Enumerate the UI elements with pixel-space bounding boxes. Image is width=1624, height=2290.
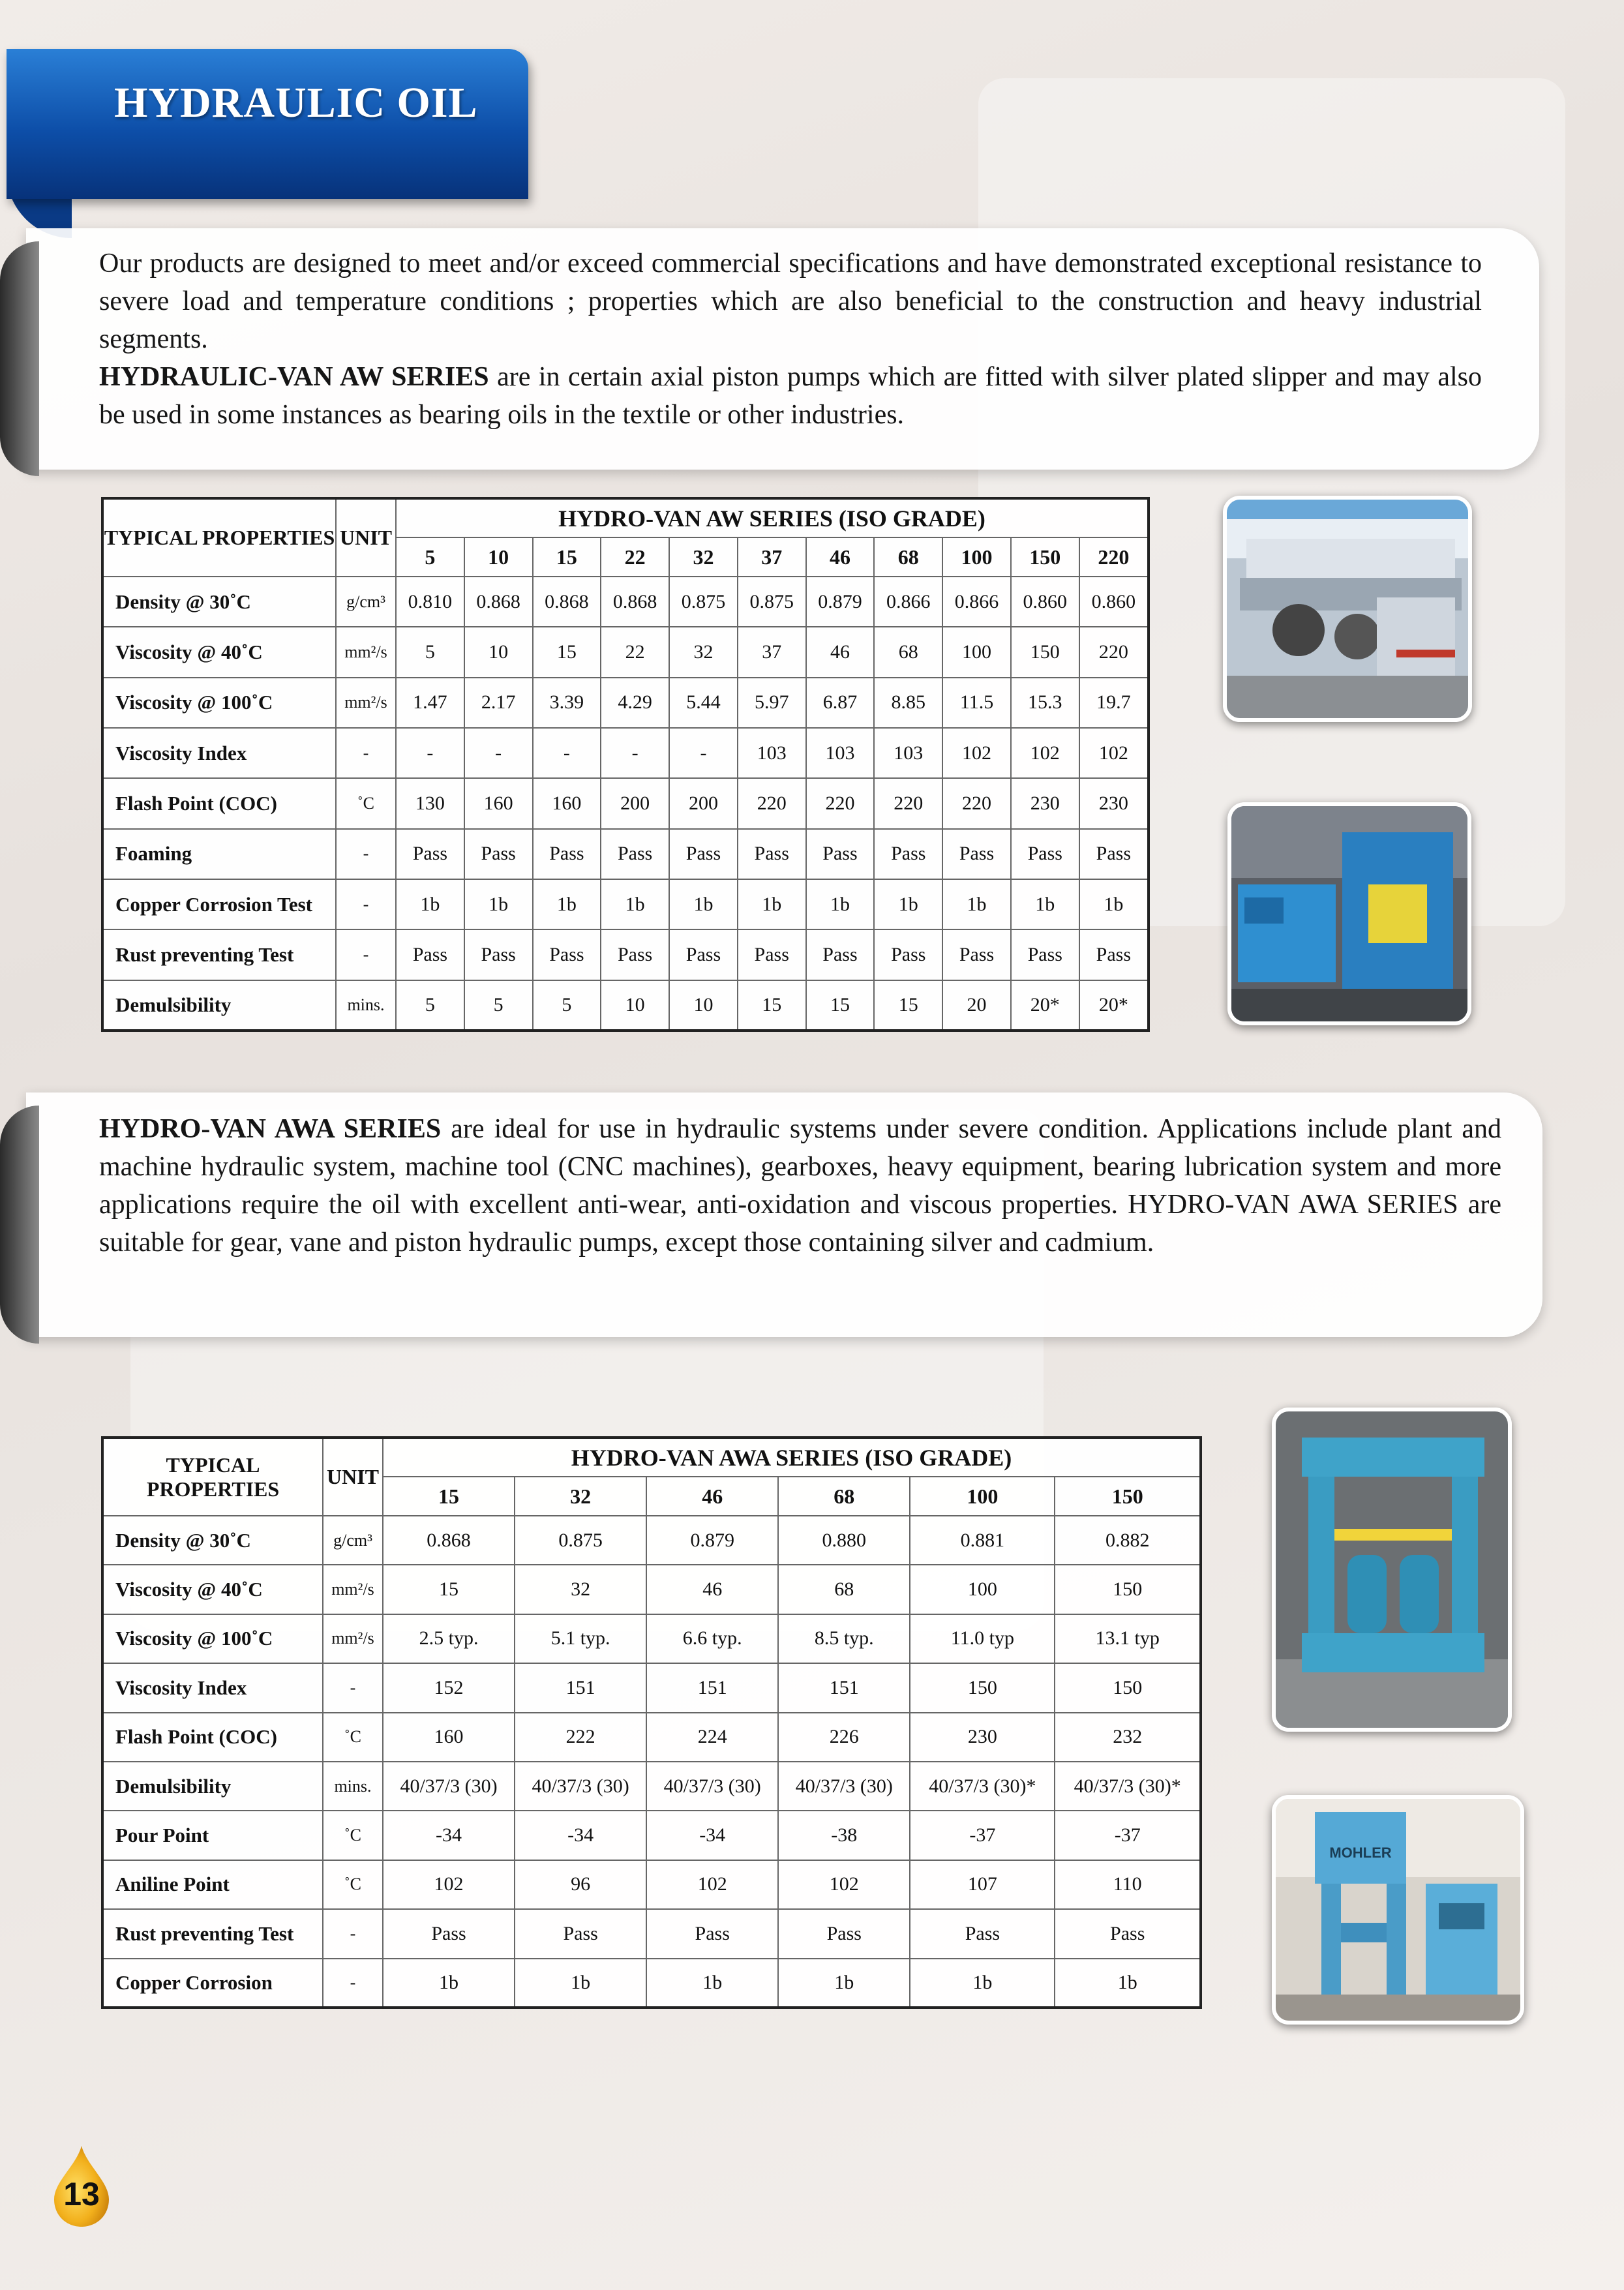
unit-cell: mm²/s: [323, 1614, 383, 1663]
table-row: [102, 980, 1149, 1031]
value-cell: 22: [601, 627, 669, 677]
value-cell: 1b: [910, 1959, 1055, 2008]
value-cell: 15: [383, 1565, 515, 1614]
value-cell: 103: [738, 728, 806, 778]
photo-mohler-press: [1272, 1795, 1524, 2025]
value-cell: 1b: [1011, 879, 1079, 929]
property-name: Foaming: [102, 829, 336, 879]
grade-header: 150: [1055, 1477, 1201, 1516]
value-cell: 220: [874, 778, 942, 828]
grade-header: 32: [515, 1477, 646, 1516]
value-cell: 230: [1079, 778, 1149, 828]
awa-description: are ideal for use in hydraulic systems under severe condition. Applications include plant and machine hydraulic system, machine tool (CNC machines), gearboxes, heavy equipment, bearing lubrication system and more applications require the oil with excellent anti-wear, anti-oxidation and viscous properties. HYDRO-VAN AWA SERIES are suitable for gear, vane and piston hydraulic pumps, except those containing silver and cadmium.: [99, 1114, 1501, 1258]
photo-hydraulic-press: [1272, 1408, 1512, 1732]
value-cell: 1b: [942, 879, 1011, 929]
value-cell: 1b: [1055, 1959, 1201, 2008]
value-cell: 5: [464, 980, 533, 1031]
table-row: [102, 577, 1149, 627]
value-cell: 0.860: [1011, 577, 1079, 627]
value-cell: 15: [806, 980, 875, 1031]
intro-text: [99, 245, 1482, 434]
table-row: [102, 1909, 1201, 1958]
value-cell: 220: [738, 778, 806, 828]
grade-header: 37: [738, 537, 806, 577]
property-name: Viscosity @ 100˚C: [102, 678, 336, 728]
unit-cell: -: [336, 879, 396, 929]
mohler-label: MOHLER: [1329, 1845, 1392, 1861]
table-row: [102, 678, 1149, 728]
value-cell: 6.6 typ.: [646, 1614, 778, 1663]
property-name: Viscosity @ 40˚C: [102, 1565, 323, 1614]
value-cell: 0.866: [942, 577, 1011, 627]
unit-cell: -: [323, 1909, 383, 1958]
value-cell: 224: [646, 1713, 778, 1762]
grade-header: 100: [910, 1477, 1055, 1516]
hydraulic-unit-illustration: [1231, 806, 1467, 1021]
unit-cell: ˚C: [323, 1860, 383, 1909]
value-cell: 200: [669, 778, 738, 828]
table-row: [102, 1811, 1201, 1860]
value-cell: 103: [874, 728, 942, 778]
unit-cell: -: [336, 829, 396, 879]
unit-cell: mins.: [323, 1762, 383, 1811]
value-cell: Pass: [874, 829, 942, 879]
property-name: Pour Point: [102, 1811, 323, 1860]
value-cell: Pass: [515, 1909, 646, 1958]
value-cell: 40/37/3 (30)*: [1055, 1762, 1201, 1811]
awa-series-name: HYDRO-VAN AWA SERIES: [99, 1114, 442, 1144]
value-cell: 10: [464, 627, 533, 677]
value-cell: 40/37/3 (30): [778, 1762, 910, 1811]
value-cell: Pass: [464, 829, 533, 879]
table-row: [102, 778, 1149, 828]
value-cell: 5.97: [738, 678, 806, 728]
value-cell: 151: [515, 1663, 646, 1712]
value-cell: 13.1 typ: [1055, 1614, 1201, 1663]
value-cell: 0.875: [515, 1516, 646, 1565]
value-cell: Pass: [1011, 929, 1079, 980]
value-cell: -: [669, 728, 738, 778]
value-cell: 68: [874, 627, 942, 677]
value-cell: Pass: [1011, 829, 1079, 879]
value-cell: 20*: [1011, 980, 1079, 1031]
unit-cell: ˚C: [323, 1713, 383, 1762]
value-cell: -: [601, 728, 669, 778]
table-row: [102, 1663, 1201, 1712]
series-title: HYDRO-VAN AWA SERIES (ISO GRADE): [383, 1438, 1201, 1477]
value-cell: 100: [910, 1565, 1055, 1614]
grade-header: 5: [396, 537, 464, 577]
value-cell: 68: [778, 1565, 910, 1614]
value-cell: 0.866: [874, 577, 942, 627]
value-cell: -37: [910, 1811, 1055, 1860]
photo-hydraulic-unit: [1227, 802, 1471, 1025]
value-cell: Pass: [646, 1909, 778, 1958]
photo-equipment-conveyor: [1223, 496, 1472, 722]
table-row: [102, 728, 1149, 778]
value-cell: Pass: [669, 929, 738, 980]
value-cell: 160: [533, 778, 601, 828]
unit-cell: -: [336, 728, 396, 778]
value-cell: Pass: [1079, 929, 1149, 980]
value-cell: 19.7: [1079, 678, 1149, 728]
value-cell: 32: [515, 1565, 646, 1614]
grade-header: 150: [1011, 537, 1079, 577]
grade-header: 220: [1079, 537, 1149, 577]
value-cell: 230: [910, 1713, 1055, 1762]
page-number-badge: [49, 2146, 114, 2227]
value-cell: 130: [396, 778, 464, 828]
property-name: Viscosity @ 100˚C: [102, 1614, 323, 1663]
unit-cell: -: [323, 1959, 383, 2008]
intro-paragraph-2: are in certain axial piston pumps which are fitted with silver plated slipper and may also be used in some instances as bearing oils in the textile or other industries.: [99, 362, 1482, 430]
value-cell: 96: [515, 1860, 646, 1909]
value-cell: Pass: [1079, 829, 1149, 879]
awa-text: [99, 1110, 1501, 1261]
intro-paragraph-1: Our products are designed to meet and/or exceed commercial specifications and have demonstrated exceptional resistance to severe load and temperature conditions ; properties which are also beneficial to the construction and heavy industrial segments.: [99, 249, 1482, 354]
value-cell: 150: [1055, 1663, 1201, 1712]
value-cell: -: [464, 728, 533, 778]
table-row: [102, 1516, 1201, 1565]
table-row: [102, 1614, 1201, 1663]
value-cell: 15: [738, 980, 806, 1031]
value-cell: 160: [464, 778, 533, 828]
property-name: Rust preventing Test: [102, 1909, 323, 1958]
page-title: HYDRAULIC OIL: [114, 79, 478, 127]
unit-cell: -: [336, 929, 396, 980]
unit-cell: mm²/s: [323, 1565, 383, 1614]
value-cell: 102: [383, 1860, 515, 1909]
value-cell: 4.29: [601, 678, 669, 728]
value-cell: Pass: [738, 829, 806, 879]
value-cell: 1b: [396, 879, 464, 929]
value-cell: 3.39: [533, 678, 601, 728]
value-cell: 100: [942, 627, 1011, 677]
value-cell: 32: [669, 627, 738, 677]
grade-header: 68: [874, 537, 942, 577]
value-cell: 102: [778, 1860, 910, 1909]
value-cell: 37: [738, 627, 806, 677]
value-cell: Pass: [942, 929, 1011, 980]
value-cell: 46: [646, 1565, 778, 1614]
value-cell: 8.5 typ.: [778, 1614, 910, 1663]
unit-header: UNIT: [323, 1438, 383, 1516]
value-cell: Pass: [396, 929, 464, 980]
table-row: [102, 1959, 1201, 2008]
value-cell: Pass: [533, 829, 601, 879]
press-illustration: [1276, 1411, 1508, 1728]
value-cell: 152: [383, 1663, 515, 1712]
value-cell: -37: [1055, 1811, 1201, 1860]
property-name: Demulsibility: [102, 980, 336, 1031]
property-name: Demulsibility: [102, 1762, 323, 1811]
value-cell: 150: [1011, 627, 1079, 677]
property-name: Density @ 30˚C: [102, 1516, 323, 1565]
grade-header: 10: [464, 537, 533, 577]
property-name: Density @ 30˚C: [102, 577, 336, 627]
value-cell: Pass: [942, 829, 1011, 879]
conveyor-illustration: [1227, 500, 1468, 718]
value-cell: 1b: [464, 879, 533, 929]
value-cell: 1b: [1079, 879, 1149, 929]
unit-cell: mm²/s: [336, 627, 396, 677]
value-cell: Pass: [464, 929, 533, 980]
value-cell: 0.868: [383, 1516, 515, 1565]
value-cell: 0.810: [396, 577, 464, 627]
value-cell: 40/37/3 (30): [646, 1762, 778, 1811]
value-cell: 0.879: [806, 577, 875, 627]
value-cell: -38: [778, 1811, 910, 1860]
value-cell: 0.879: [646, 1516, 778, 1565]
table-row: [102, 1762, 1201, 1811]
value-cell: 151: [646, 1663, 778, 1712]
value-cell: 1b: [383, 1959, 515, 2008]
value-cell: Pass: [738, 929, 806, 980]
property-name: Flash Point (COC): [102, 778, 336, 828]
value-cell: 20: [942, 980, 1011, 1031]
value-cell: 1b: [601, 879, 669, 929]
table-row: [102, 879, 1149, 929]
value-cell: Pass: [910, 1909, 1055, 1958]
value-cell: 1b: [874, 879, 942, 929]
property-name: Copper Corrosion: [102, 1959, 323, 2008]
value-cell: 46: [806, 627, 875, 677]
value-cell: 5.44: [669, 678, 738, 728]
value-cell: Pass: [396, 829, 464, 879]
value-cell: -: [533, 728, 601, 778]
value-cell: 1b: [738, 879, 806, 929]
value-cell: 11.5: [942, 678, 1011, 728]
typical-properties-header: TYPICAL PROPERTIES: [102, 1438, 323, 1516]
value-cell: 232: [1055, 1713, 1201, 1762]
value-cell: 226: [778, 1713, 910, 1762]
table-row: [102, 1565, 1201, 1614]
property-name: Rust preventing Test: [102, 929, 336, 980]
unit-cell: -: [323, 1663, 383, 1712]
mohler-press-illustration: [1276, 1799, 1520, 2021]
value-cell: 0.881: [910, 1516, 1055, 1565]
unit-header: UNIT: [336, 498, 396, 577]
grade-header: 46: [646, 1477, 778, 1516]
table-row: [102, 829, 1149, 879]
table-row: [102, 1860, 1201, 1909]
value-cell: 2.5 typ.: [383, 1614, 515, 1663]
value-cell: 8.85: [874, 678, 942, 728]
property-name: Copper Corrosion Test: [102, 879, 336, 929]
value-cell: 1b: [806, 879, 875, 929]
awa-series-table: [101, 1436, 1202, 2009]
grade-header: 46: [806, 537, 875, 577]
value-cell: Pass: [778, 1909, 910, 1958]
table-row: [102, 1713, 1201, 1762]
value-cell: 0.868: [464, 577, 533, 627]
unit-cell: g/cm³: [323, 1516, 383, 1565]
value-cell: 20*: [1079, 980, 1149, 1031]
value-cell: 220: [1079, 627, 1149, 677]
value-cell: 102: [1079, 728, 1149, 778]
grade-header: 15: [533, 537, 601, 577]
value-cell: 1b: [515, 1959, 646, 2008]
value-cell: 5: [396, 980, 464, 1031]
value-cell: 0.875: [669, 577, 738, 627]
value-cell: 1.47: [396, 678, 464, 728]
grade-header: 22: [601, 537, 669, 577]
value-cell: 11.0 typ: [910, 1614, 1055, 1663]
value-cell: 40/37/3 (30): [383, 1762, 515, 1811]
value-cell: 1b: [646, 1959, 778, 2008]
value-cell: 40/37/3 (30)*: [910, 1762, 1055, 1811]
value-cell: 150: [910, 1663, 1055, 1712]
value-cell: 1b: [533, 879, 601, 929]
value-cell: 220: [942, 778, 1011, 828]
value-cell: 230: [1011, 778, 1079, 828]
value-cell: 15: [874, 980, 942, 1031]
value-cell: Pass: [383, 1909, 515, 1958]
value-cell: -34: [383, 1811, 515, 1860]
value-cell: 15.3: [1011, 678, 1079, 728]
value-cell: 1b: [778, 1959, 910, 2008]
value-cell: 222: [515, 1713, 646, 1762]
table-row: [102, 627, 1149, 677]
property-name: Viscosity @ 40˚C: [102, 627, 336, 677]
value-cell: 10: [669, 980, 738, 1031]
value-cell: 2.17: [464, 678, 533, 728]
value-cell: 0.880: [778, 1516, 910, 1565]
value-cell: 0.860: [1079, 577, 1149, 627]
value-cell: 0.868: [533, 577, 601, 627]
value-cell: 15: [533, 627, 601, 677]
unit-cell: g/cm³: [336, 577, 396, 627]
value-cell: 151: [778, 1663, 910, 1712]
property-name: Flash Point (COC): [102, 1713, 323, 1762]
page-number: 13: [63, 2176, 100, 2212]
value-cell: 10: [601, 980, 669, 1031]
value-cell: -34: [515, 1811, 646, 1860]
value-cell: Pass: [1055, 1909, 1201, 1958]
value-cell: 220: [806, 778, 875, 828]
value-cell: 160: [383, 1713, 515, 1762]
value-cell: 103: [806, 728, 875, 778]
value-cell: Pass: [533, 929, 601, 980]
property-name: Aniline Point: [102, 1860, 323, 1909]
aw-series-table: [101, 497, 1150, 1032]
value-cell: Pass: [601, 929, 669, 980]
value-cell: 200: [601, 778, 669, 828]
property-name: Viscosity Index: [102, 1663, 323, 1712]
table-row: [102, 929, 1149, 980]
value-cell: 5.1 typ.: [515, 1614, 646, 1663]
typical-properties-header: TYPICAL PROPERTIES: [102, 498, 336, 577]
value-cell: Pass: [806, 929, 875, 980]
unit-cell: ˚C: [336, 778, 396, 828]
value-cell: 0.882: [1055, 1516, 1201, 1565]
value-cell: 0.868: [601, 577, 669, 627]
value-cell: -34: [646, 1811, 778, 1860]
grade-header: 32: [669, 537, 738, 577]
value-cell: Pass: [669, 829, 738, 879]
value-cell: 5: [533, 980, 601, 1031]
unit-cell: ˚C: [323, 1811, 383, 1860]
value-cell: 102: [646, 1860, 778, 1909]
unit-cell: mm²/s: [336, 678, 396, 728]
series-title: HYDRO-VAN AW SERIES (ISO GRADE): [396, 498, 1149, 537]
value-cell: Pass: [806, 829, 875, 879]
property-name: Viscosity Index: [102, 728, 336, 778]
value-cell: 0.875: [738, 577, 806, 627]
grade-header: 15: [383, 1477, 515, 1516]
value-cell: 110: [1055, 1860, 1201, 1909]
grade-header: 100: [942, 537, 1011, 577]
value-cell: 40/37/3 (30): [515, 1762, 646, 1811]
grade-header: 68: [778, 1477, 910, 1516]
value-cell: 6.87: [806, 678, 875, 728]
value-cell: 150: [1055, 1565, 1201, 1614]
value-cell: 5: [396, 627, 464, 677]
value-cell: -: [396, 728, 464, 778]
unit-cell: mins.: [336, 980, 396, 1031]
value-cell: Pass: [874, 929, 942, 980]
value-cell: 102: [1011, 728, 1079, 778]
value-cell: 102: [942, 728, 1011, 778]
value-cell: Pass: [601, 829, 669, 879]
value-cell: 107: [910, 1860, 1055, 1909]
value-cell: 1b: [669, 879, 738, 929]
aw-series-name: HYDRAULIC-VAN AW SERIES: [99, 362, 489, 392]
